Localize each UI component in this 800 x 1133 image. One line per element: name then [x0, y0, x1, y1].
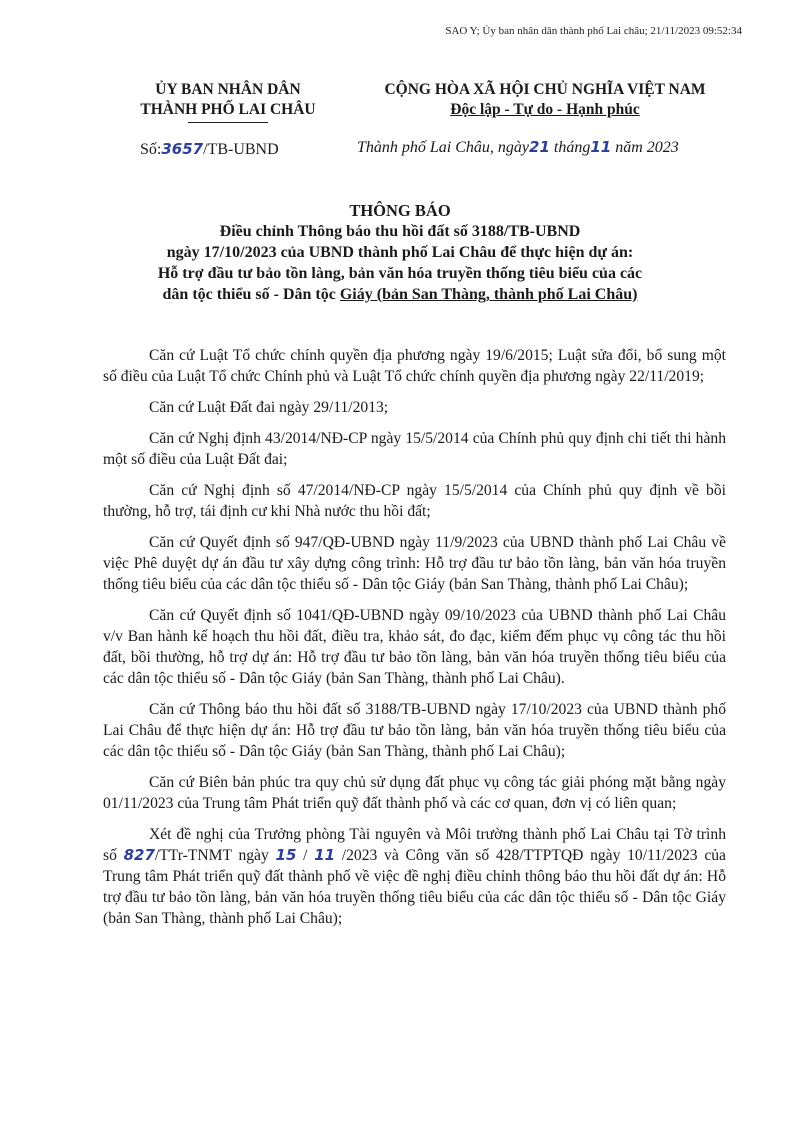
title-line-3: Hỗ trợ đầu tư bảo tồn làng, bản văn hóa truyền thống tiêu biểu của các [157, 265, 643, 282]
title-line-4b: Giáy (bản San Thàng, thành phố Lai Châu) [339, 286, 638, 303]
last-para-part-3: /2023 và Công văn số 428/TTPTQĐ ngày 10/11/2023 của Trung tâm Phát triển quỹ đất thành phố về việc đề nghị điều chỉnh thông báo thu hồi đất dự án: Hỗ trợ đầu tư bảo tồn làng, bản văn hóa truyền thống tiêu biểu của các dân tộc thiểu số - Dân tộc Giáy (bản San Thàng, thành phố Lai Châu); [103, 847, 726, 927]
last-para-part-2: /TTr-TNMT ngày [154, 847, 269, 864]
date-day: 21 [529, 138, 550, 156]
issuing-agency [108, 80, 348, 123]
title-line-1: Điều chỉnh Thông báo thu hồi đất số 3188/TB-UBND [219, 223, 581, 240]
paragraph: Căn cứ Thông báo thu hồi đất số 3188/TB-UBND ngày 17/10/2023 của UBND thành phố Lai Châu để thực hiện dự án: Hỗ trợ đầu tư bảo tồn làng, bản văn hóa truyền thống tiêu biểu của các dân tộc thiểu số - Dân tộc Giáy (bản San Thàng, thành phố Lai Châu); [103, 701, 726, 760]
title-line-2: ngày 17/10/2023 của UBND thành phố Lai Châu để thực hiện dự án: [166, 244, 634, 261]
date-part-3: năm 2023 [615, 139, 679, 156]
last-para-part-1: Xét đề nghị của Trưởng phòng Tài nguyên và Môi trường thành phố Lai Châu tại Tờ trình số [103, 826, 726, 864]
document-number [140, 140, 279, 159]
nation-motto: Độc lập - Tự do - Hạnh phúc [450, 101, 640, 118]
notice-title [90, 200, 710, 305]
nation-line-1: CỘNG HÒA XÃ HỘI CHỦ NGHĨA VIỆT NAM [384, 81, 706, 98]
paragraph-last: Xét đề nghị của Trưởng phòng Tài nguyên và Môi trường thành phố Lai Châu tại Tờ trình số 827/TTr-TNMT ngày 15 / 11 /2023 và Công văn số 428/TTPTQĐ ngày 10/11/2023 của Trung tâm Phát triển quỹ đất thành phố về việc đề nghị điều chỉnh thông báo thu hồi đất dự án: Hỗ trợ đầu tư bảo tồn làng, bản văn hóa truyền thống tiêu biểu của các dân tộc thiểu số - Dân tộc Giáy (bản San Thàng, thành phố Lai Châu); [103, 826, 726, 927]
paragraph: Căn cứ Biên bản phúc tra quy chủ sử dụng đất phục vụ công tác giải phóng mặt bằng ngày 01/11/2023 của Trung tâm Phát triển quỹ đất thành phố và các cơ quan, đơn vị có liên quan; [103, 774, 726, 812]
date-month: 11 [590, 138, 612, 156]
number-suffix: /TB-UBND [203, 141, 279, 158]
submission-month: 11 [314, 846, 336, 864]
date-part-1: Thành phố Lai Châu, ngày [357, 139, 530, 156]
copy-stamp: SAO Y; Ủy ban nhân dân thành phố Lai châu; 21/11/2023 09:52:34 [445, 25, 742, 37]
agency-line-1: ỦY BAN NHÂN DÂN [155, 81, 301, 98]
number-prefix: Số: [140, 141, 162, 158]
notice-body [103, 345, 726, 939]
paragraph: Căn cứ Nghị định 43/2014/NĐ-CP ngày 15/5/2014 của Chính phủ quy định chi tiết thi hành một số điều của Luật Đất đai; [103, 430, 726, 468]
submission-day: 15 [275, 846, 297, 864]
date-part-2: tháng [553, 139, 591, 156]
national-heading [360, 80, 730, 120]
agency-underline [188, 122, 268, 123]
paragraph: Căn cứ Luật Đất đai ngày 29/11/2013; [149, 399, 389, 416]
agency-line-2: THÀNH PHỐ LAI CHÂU [140, 101, 316, 118]
number-handwritten: 3657 [161, 140, 204, 158]
title-line-4 [90, 284, 710, 305]
paragraph: Căn cứ Nghị định số 47/2014/NĐ-CP ngày 15/5/2014 của Chính phủ quy định về bồi thường, hỗ trợ, tái định cư khi Nhà nước thu hồi đất; [103, 482, 726, 520]
title-line-4a: dân tộc thiểu số - Dân tộc [162, 286, 336, 303]
paragraph: Căn cứ Quyết định số 1041/QĐ-UBND ngày 09/10/2023 của UBND thành phố Lai Châu v/v Ban hành kế hoạch thu hồi đất, điều tra, khảo sát, đo đạc, kiểm đếm phục vụ công tác thu hồi đất, bồi thường, hỗ trợ dự án: Hỗ trợ đầu tư bảo tồn làng, bản văn hóa truyền thống tiêu biểu của các dân tộc thiểu số - Dân tộc Giáy (bản San Thàng, thành phố Lai Châu). [103, 607, 726, 687]
submission-number: 827 [123, 846, 155, 864]
paragraph: Căn cứ Quyết định số 947/QĐ-UBND ngày 11/9/2023 của UBND thành phố Lai Châu về việc Phê duyệt dự án đầu tư xây dựng công trình: Hỗ trợ đầu tư bảo tồn làng, bản văn hóa truyền thống tiêu biểu của các dân tộc thiểu số - Dân tộc Giáy (bản San Thàng, thành phố Lai Châu); [103, 534, 726, 593]
title-main: THÔNG BÁO [349, 201, 451, 220]
document-date [357, 138, 679, 157]
paragraph: Căn cứ Luật Tổ chức chính quyền địa phương ngày 19/6/2015; Luật sửa đổi, bổ sung một số điều của Luật Tổ chức Chính phủ và Luật Tổ chức chính quyền địa phương ngày 22/11/2019; [103, 347, 726, 385]
